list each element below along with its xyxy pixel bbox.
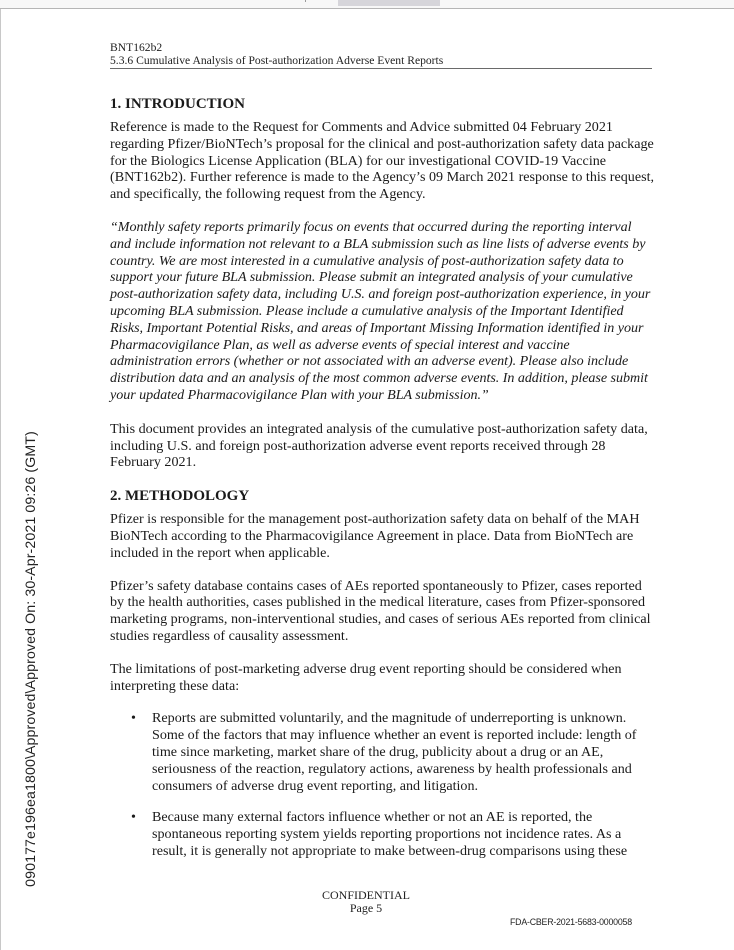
methodology-paragraph-1: Pfizer is responsible for the management post-authorization safety data on behalf of the MAH BioNTech according to the Pharmacovigilance Agreement in place. Data from BioNTech are included in the report when applicable. [110, 511, 640, 561]
page-number: Page 5 [349, 901, 383, 915]
confidential-label: CONFIDENTIAL [322, 888, 410, 902]
limitations-list [110, 710, 655, 859]
approval-stamp-text: 090177e196ea1800\Approved\Approved On: 30-Apr-2021 09:26 (GMT) [23, 431, 39, 887]
intro-paragraph-1: Reference is made to the Request for Comments and Advice submitted 04 February 2021 regarding Pfizer/BioNTech’s proposal for the clinical and post-authorization safety data package for the Biologics License Application (BLA) for our investigational COVID-19 Vaccine (BNT162b2). Further reference is made to the Agency’s 09 March 2021 response to this request, and specifically, the following request from the Agency. [110, 119, 655, 203]
document-page [0, 9, 734, 950]
document-body [110, 95, 655, 875]
heading-methodology: 2. METHODOLOGY [110, 488, 250, 505]
bullet-icon: • [131, 710, 136, 727]
scroll-tick-mark [305, 0, 306, 2]
agency-request-quote: “Monthly safety reports primarily focus on events that occurred during the reporting interval and include information not relevant to a BLA submission such as line lists of adverse events by country. We are most interested in a cumulative analysis of post-authorization safety data to support your future BLA submission. Please submit an integrated analysis of your cumulative post-authorization safety data, including U.S. and foreign post-authorization experience, in your upcoming BLA submission. Please include a cumulative analysis of the Important Identified Risks, Important Potential Risks, and areas of Important Missing Information identified in your Pharmacovigilance Plan, as well as adverse events of special interest and vaccine administration errors (whether or not associated with an adverse event). Please also include distribution data and an analysis of the most common adverse events. In addition, please submit your updated Pharmacovigilance Plan with your BLA submission.” [110, 218, 651, 403]
methodology-paragraph-2: Pfizer’s safety database contains cases of AEs reported spontaneously to Pfizer, cases reported by the health authorities, cases published in the medical literature, cases from Pfizer-sponsored marketing programs, non-interventional studies, and cases of serious AEs reported from clinical studies regardless of causality assessment. [110, 577, 651, 644]
list-item-text: Because many external factors influence whether or not an AE is reported, the spontaneous reporting system yields reporting proportions not incidence rates. As a result, it is generally not appropriate to make between-drug comparisons using these [152, 809, 628, 859]
list-item [131, 809, 655, 859]
document-id: FDA-CBER-2021-5683-0000058 [510, 917, 632, 927]
running-header [110, 42, 652, 69]
intro-paragraph-3: This document provides an integrated analysis of the cumulative post-authorization safety data, including U.S. and foreign post-authorization adverse event reports received through 28 February 2021. [110, 420, 648, 471]
methodology-paragraph-3: The limitations of post-marketing adverse drug event reporting should be considered when interpreting these data: [110, 660, 622, 694]
list-item-text: Reports are submitted voluntarily, and the magnitude of underreporting is unknown. Some of the factors that may influence whether an event is reported include: length of time since marketing, market share of the drug, publicity about a drug or an AE, seriousness of the reaction, regulatory actions, awareness by health professionals and consumers of adverse drug event reporting, and litigation. [152, 710, 637, 794]
viewer-toolbar [0, 0, 734, 9]
bullet-icon: • [131, 809, 136, 826]
header-section: 5.3.6 Cumulative Analysis of Post-authorization Adverse Event Reports [110, 53, 444, 67]
horizontal-scrollbar-thumb[interactable] [338, 0, 440, 6]
list-item [131, 710, 655, 794]
approval-stamp [23, 429, 39, 889]
header-product: BNT162b2 [110, 41, 163, 54]
page-footer [301, 889, 431, 915]
heading-introduction: 1. INTRODUCTION [110, 96, 246, 112]
